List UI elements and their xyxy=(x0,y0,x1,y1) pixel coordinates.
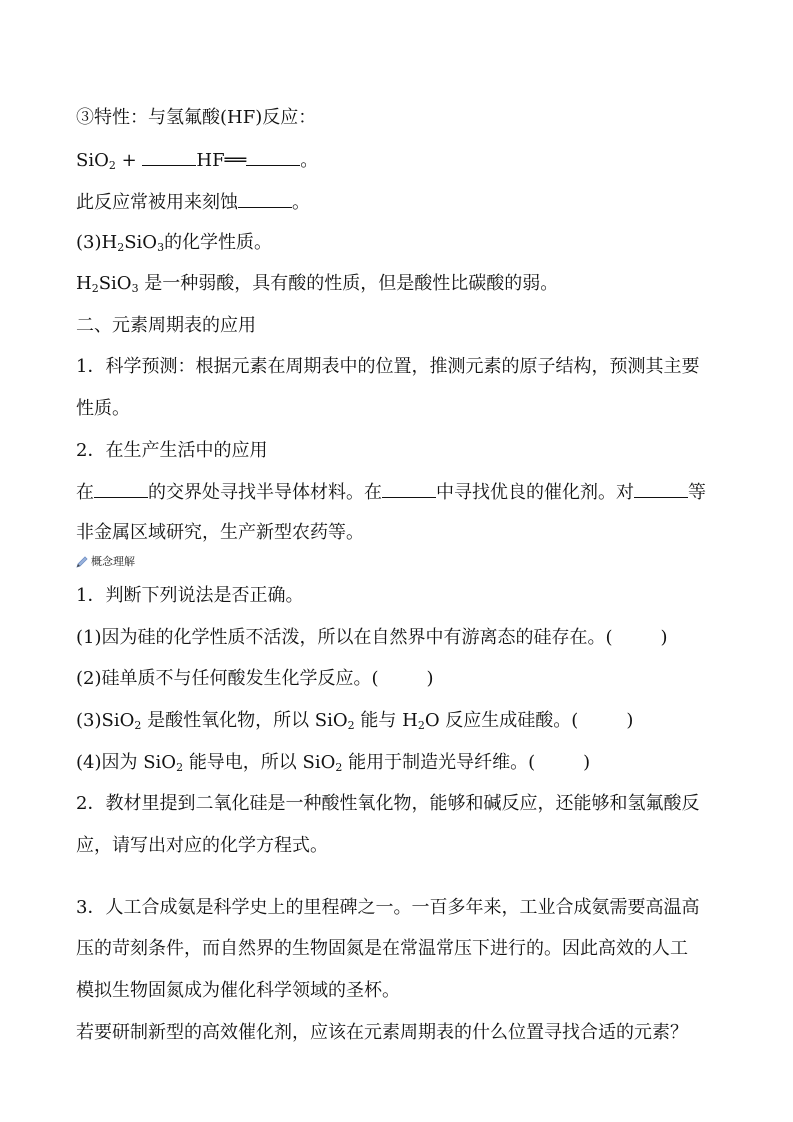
question-1-3: (3)SiO$_2$ 是酸性氧化物，所以 SiO$_2$ 能与 $H_2O$ 反应生成硅酸。( ) xyxy=(76,710,634,732)
etch-line: 此反应常被用来刻蚀 。 xyxy=(76,189,726,216)
question-3-cont-1: 压的苛刻条件，而自然界的生物固氮是在常温常压下进行的。因此高效的人工 xyxy=(76,938,688,959)
hf-equation: SiO$_2$ + HF══ 。 xyxy=(76,147,726,174)
fill-blank xyxy=(382,479,436,498)
question-3: 3．人工合成氨是科学史上的里程碑之一。一百多年来，工业合成氨需要高温高 xyxy=(76,897,700,918)
fill-blank xyxy=(634,479,688,498)
para-prediction-cont: 性质。 xyxy=(76,398,130,419)
question-1-2: (2)硅单质不与任何酸发生化学反应。( ) xyxy=(76,668,434,689)
para-application-title: 2．在生产生活中的应用 xyxy=(76,440,268,461)
fill-blank xyxy=(94,479,148,498)
question-1-1: (1)因为硅的化学性质不活泼，所以在自然界中有游离态的硅存在。( ) xyxy=(76,627,668,648)
section-2-heading: 二、元素周期表的应用 xyxy=(76,315,256,336)
para-application: 在 的交界处寻找半导体材料。在 中寻找优良的催化剂。对 等 xyxy=(76,479,726,506)
question-3-cont-2: 模拟生物固氮成为催化科学领域的圣杯。 xyxy=(76,980,400,1001)
question-3-ask: 若要研制新型的高效催化剂，应该在元素周期表的什么位置寻找合适的元素？ xyxy=(76,1022,688,1043)
h2sio3-heading: $(3)H_2SiO_3$的化学性质。 xyxy=(76,232,273,254)
question-2-cont: 应，请写出对应的化学方程式。 xyxy=(76,835,328,856)
fill-blank xyxy=(142,147,196,166)
h2sio3-desc: $H_2SiO_3$ 是一种弱酸，具有酸的性质，但是酸性比碳酸的弱。 xyxy=(76,273,559,295)
para-prediction: 1．科学预测：根据元素在周期表中的位置，推测元素的原子结构，预测其主要 xyxy=(76,356,700,377)
para-application-cont: 非金属区域研究，生产新型农药等。 xyxy=(76,522,364,543)
item-3-property: ③特性：与氢氟酸(HF)反应： xyxy=(76,107,317,128)
fill-blank xyxy=(246,147,300,166)
question-1: 1．判断下列说法是否正确。 xyxy=(76,585,304,606)
pencil-icon xyxy=(76,556,88,568)
question-1-4: (4)因为 SiO$_2$ 能导电，所以 SiO$_2$ 能用于制造光导纤维。( ) xyxy=(76,752,591,774)
concept-label: 概念理解 xyxy=(76,554,135,570)
fill-blank xyxy=(238,189,292,208)
question-2: 2．教材里提到二氧化硅是一种酸性氧化物，能够和碱反应，还能够和氢氟酸反 xyxy=(76,793,700,814)
